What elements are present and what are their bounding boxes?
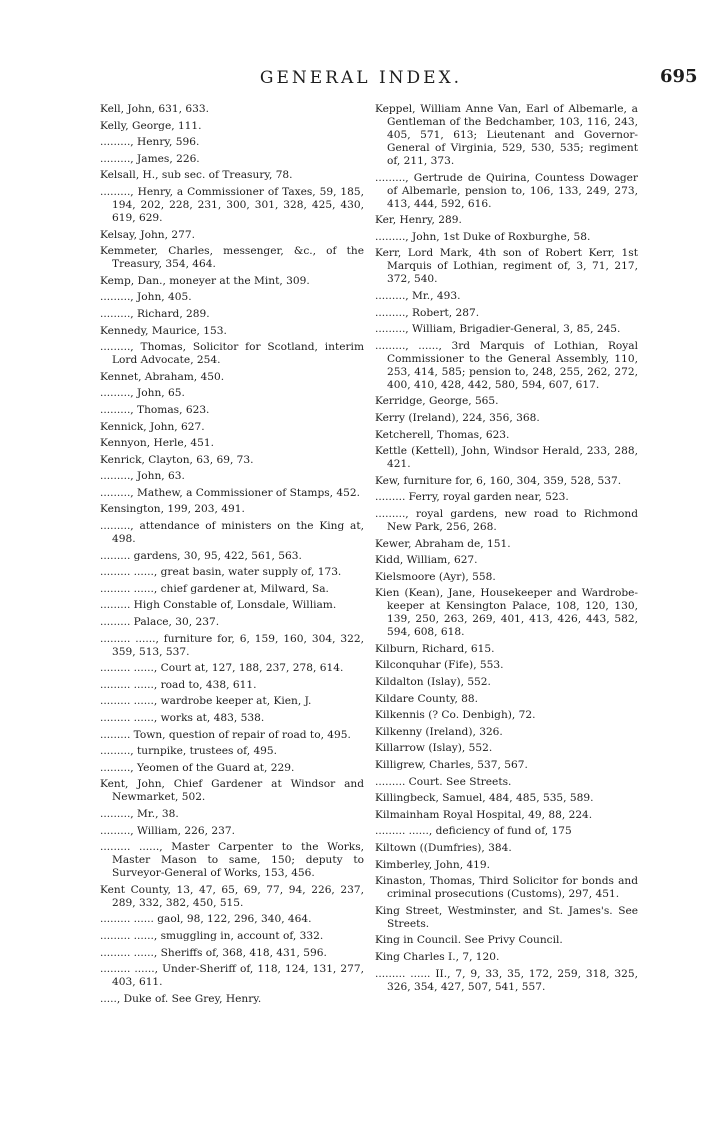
index-entry: ......... High Constable of, Lonsdale, William. (100, 599, 337, 612)
index-entry: ......... ......, road to, 438, 611. (100, 678, 257, 691)
index-entry: Kilmainham Royal Hospital, 49, 88, 224. (375, 808, 593, 821)
index-entry: ......... ......, works at, 483, 538. (100, 712, 265, 724)
index-entry: Kiltown ((Dumfries), 384. (375, 842, 512, 854)
index-entry: ........., ......, 3rd Marquis of Lothian, Royal Commissioner to the General Assembly, 110, 253, 414, 585; pension to, 248, 255, 262, 272, 400, 410, 428, 442, 580, 594, 607, 617. (375, 339, 638, 391)
index-entry: Ketcherell, Thomas, 623. (375, 428, 510, 441)
index-entry: ......... ......, Sheriffs of, 368, 418, 431, 596. (100, 946, 327, 959)
index-entry: Kennyon, Herle, 451. (100, 437, 215, 450)
index-entry: Kidd, William, 627. (375, 554, 478, 567)
index-entry: Kinaston, Thomas, Third Solicitor for bonds and criminal prosecutions (Customs), 297, 451. (375, 875, 638, 901)
index-entry: Killigrew, Charles, 537, 567. (375, 759, 528, 772)
index-entry: Kelly, George, 111. (100, 119, 202, 132)
index-entry: Killarrow (Islay), 552. (375, 742, 493, 755)
index-entry: ......... ......, deficiency of fund of, 175 (375, 825, 572, 838)
index-entry: Kildare County, 88. (375, 692, 479, 705)
page-number: 695 (660, 66, 698, 87)
running-title: GENERAL INDEX. (259, 68, 463, 88)
index-entry: Kent, John, Chief Gardener at Windsor and Newmarket, 502. (100, 778, 364, 804)
index-entry: ........., John, 1st Duke of Roxburghe, 58. (375, 230, 591, 243)
index-entry: ........., William, Brigadier-General, 3, 85, 245. (375, 323, 621, 336)
index-entry: Kelsay, John, 277. (100, 228, 195, 241)
index-entry: Kilkenny (Ireland), 326. (375, 725, 503, 738)
index-entry: King Street, Westminster, and St. James's. See Streets. (375, 904, 638, 930)
index-entry: Kennedy, Maurice, 153. (100, 324, 227, 337)
index-entry: Kielsmoore (Ayr), 558. (375, 570, 496, 583)
index-entry: ......... ......, chief gardener at, Milward, Sa. (100, 582, 329, 595)
index-entry: ........., Thomas, Solicitor for Scotland, interim Lord Advocate, 254. (100, 341, 364, 367)
index-entry: ........., Gertrude de Quirina, Countess Dowager of Albemarle, pension to, 106, 133, 249, 273, 413, 444, 592, 616. (375, 171, 638, 210)
index-entry: Kettle (Kettell), John, Windsor Herald, 233, 288, 421. (375, 445, 638, 471)
index-entry: Kerridge, George, 565. (375, 395, 499, 408)
index-entry: King Charles I., 7, 120. (375, 950, 500, 963)
index-entry: ........., Henry, a Commissioner of Taxes, 59, 185, 194, 202, 228, 231, 300, 301, 328, 425, 430, 619, 629. (100, 185, 364, 224)
index-entry: Kerry (Ireland), 224, 356, 368. (375, 411, 540, 424)
index-entry: Kent County, 13, 47, 65, 69, 77, 94, 226, 237, 289, 332, 382, 450, 515. (100, 883, 364, 909)
index-entry: ........., Mathew, a Commissioner of Stamps, 452. (100, 486, 360, 499)
index-entry: ........., Robert, 287. (375, 306, 480, 319)
index-entry: Kemmeter, Charles, messenger, &c., of the Treasury, 354, 464. (100, 245, 364, 271)
index-entry: ........., James, 226. (100, 152, 200, 165)
index-entry: King in Council. See Privy Council. (375, 934, 563, 947)
index-entry: ........., Henry, 596. (100, 136, 200, 149)
index-entry: Kewer, Abraham de, 151. (375, 537, 511, 550)
index-entry: Kelsall, H., sub sec. of Treasury, 78. (100, 169, 293, 182)
index-entry: ......... ......, Court at, 127, 188, 237, 278, 614. (100, 662, 344, 675)
index-entry: ......... ......, wardrobe keeper at, Kien, J. (100, 695, 312, 708)
index-entry: Kilburn, Richard, 615. (375, 642, 495, 655)
index-entry: Kew, furniture for, 6, 160, 304, 359, 528, 537. (375, 474, 622, 487)
index-entry: ........., Richard, 289. (100, 307, 210, 320)
index-entry: Kilconquhar (Fife), 553. (375, 659, 504, 672)
index-entry: ......... ...... II., 7, 9, 33, 35, 172, 259, 318, 325, 326, 354, 427, 507, 541, 557. (375, 967, 638, 993)
index-entry: Kemp, Dan., moneyer at the Mint, 309. (100, 274, 310, 287)
index-entry: Kien (Kean), Jane, Housekeeper and Wardrobe-keeper at Kensington Palace, 108, 120, 130, 139, 250, 263, 269, 401, 413, 426, 443, 582, 594, 608, 618. (375, 587, 638, 639)
index-entry: Kenrick, Clayton, 63, 69, 73. (100, 453, 254, 466)
index-entry: ......... ......, furniture for, 6, 159, 160, 304, 322, 359, 513, 537. (100, 632, 364, 658)
index-entry: ......... Ferry, royal garden near, 523. (375, 491, 569, 504)
index-entry: ........., John, 405. (100, 291, 192, 304)
index-entry: ......... Town, question of repair of road to, 495. (100, 728, 351, 741)
index-entry: ......... Court. See Streets. (375, 775, 512, 788)
index-entry: ........., Thomas, 623. (100, 403, 210, 416)
index-entry: ........., Yeomen of the Guard at, 229. (100, 761, 295, 774)
right-index-column (375, 103, 638, 997)
index-entry: ........., William, 226, 237. (100, 824, 235, 837)
index-entry: ........., Mr., 38. (100, 807, 179, 820)
index-entry: ........., royal gardens, new road to Richmond New Park, 256, 268. (375, 507, 638, 533)
index-entry: Kilkennis (? Co. Denbigh), 72. (375, 709, 536, 722)
index-entry: ......... ......, Under-Sheriff of, 118, 124, 131, 277, 403, 611. (100, 963, 364, 989)
index-entry: ........., turnpike, trustees of, 495. (100, 745, 278, 758)
index-entry: Ker, Henry, 289. (375, 214, 462, 227)
index-entry: Kensington, 199, 203, 491. (100, 503, 245, 516)
index-entry: ....., Duke of. See Grey, Henry. (100, 992, 262, 1005)
index-entry: Kell, John, 631, 633. (100, 103, 209, 115)
index-entry: Kennick, John, 627. (100, 420, 205, 433)
index-entry: ......... Palace, 30, 237. (100, 616, 220, 629)
index-entry: Killingbeck, Samuel, 484, 485, 535, 589. (375, 792, 594, 805)
index-entry: Kennet, Abraham, 450. (100, 370, 225, 383)
index-entry: ......... ...... gaol, 98, 122, 296, 340, 464. (100, 913, 312, 926)
index-entry: ........., John, 65. (100, 387, 185, 400)
left-index-column (100, 103, 364, 1009)
index-entry: ......... ......, great basin, water supply of, 173. (100, 566, 342, 579)
page-header (0, 66, 722, 92)
index-entry: ......... ......, smuggling in, account of, 332. (100, 929, 324, 942)
index-entry: Keppel, William Anne Van, Earl of Albemarle, a Gentleman of the Bedchamber, 103, 116, 243, 405, 571, 613; Lieutenant and Governor-General of Virginia, 529, 530, 535; regiment of, 211, 373. (375, 103, 638, 167)
index-entry: ......... ......, Master Carpenter to the Works, Master Mason to same, 150; deputy to Surveyor-General of Works, 153, 456. (100, 841, 364, 880)
index-entry: ........., attendance of ministers on the King at, 498. (100, 520, 364, 546)
index-entry: ........., Mr., 493. (375, 289, 461, 302)
index-entry: ......... gardens, 30, 95, 422, 561, 563. (100, 549, 302, 562)
index-entry: ........., John, 63. (100, 470, 185, 483)
index-entry: Kildalton (Islay), 552. (375, 676, 491, 689)
index-entry: Kimberley, John, 419. (375, 858, 491, 871)
index-entry: Kerr, Lord Mark, 4th son of Robert Kerr, 1st Marquis of Lothian, regiment of, 3, 71, 217, 372, 540. (375, 247, 638, 286)
